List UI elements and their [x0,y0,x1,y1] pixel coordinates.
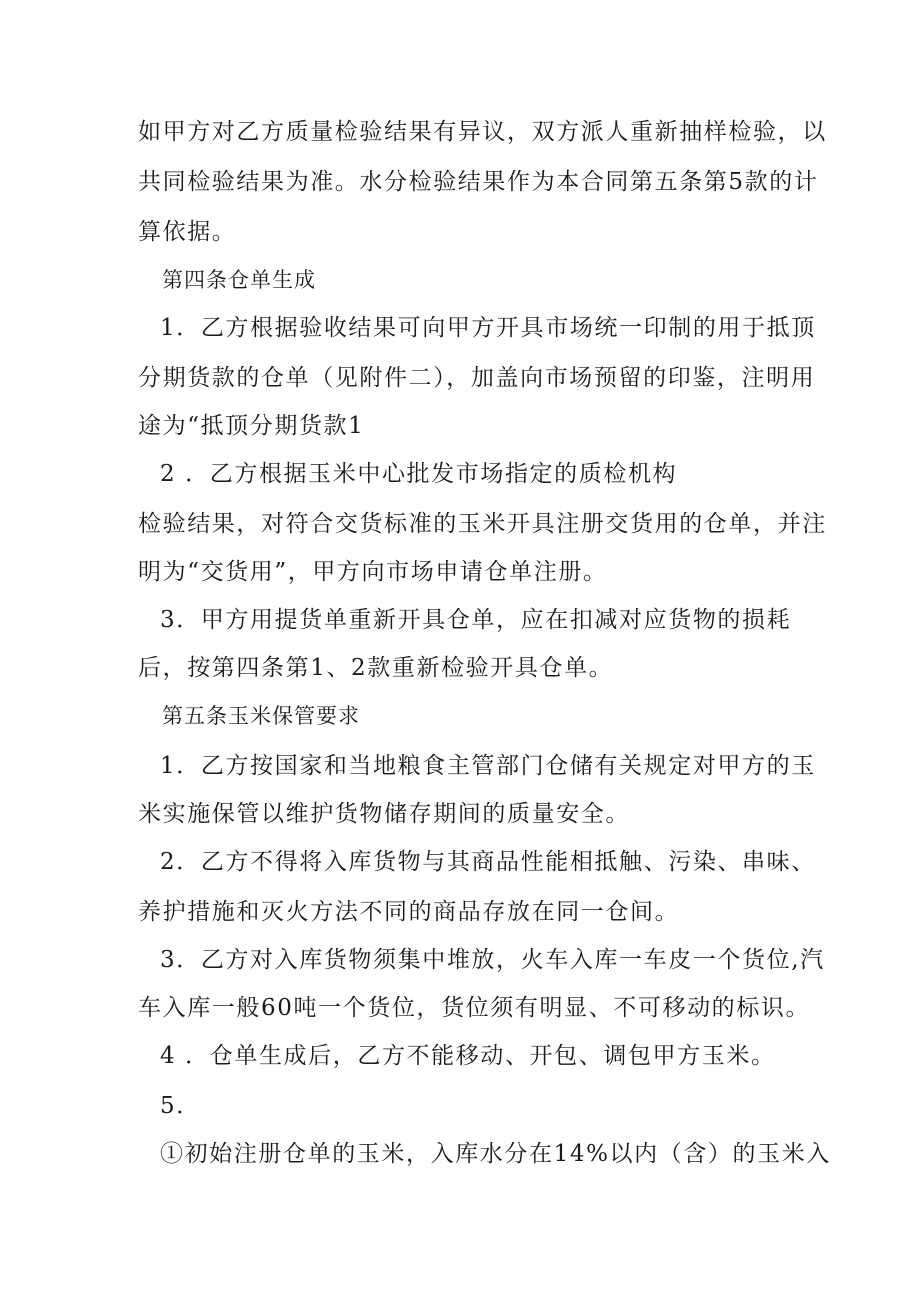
paragraph-line: 车入库一般60吨一个货位，货位须有明显、不可移动的标识。 [138,995,811,1021]
clause-5-1: 1．乙方按国家和当地粮食主管部门仓储有关规定对甲方的玉 [160,753,816,779]
paragraph-line: 检验结果，对符合交货标准的玉米开具注册交货用的仓单，并注 [138,511,827,537]
clause-5-5: 5． [160,1093,201,1119]
clause-4-2: 2 ．乙方根据玉米中心批发市场指定的质检机构 [160,461,678,487]
paragraph-line: 共同检验结果为准。水分检验结果作为本合同第五条第5款的计 [138,169,819,195]
paragraph-line: 米实施保管以维护货物储存期间的质量安全。 [138,801,630,827]
paragraph-line: 如甲方对乙方质量检验结果有异议，双方派人重新抽样检验，以 [138,119,827,145]
paragraph-line: 后，按第四条第1、2款重新检验开具仓单。 [138,655,614,681]
section-heading-5: 第五条玉米保管要求 [162,704,360,728]
clause-5-4: 4 ．仓单生成后，乙方不能移动、开包、调包甲方玉米。 [160,1043,776,1069]
clause-5-2: 2．乙方不得将入库货物与其商品性能相抵触、污染、串味、 [160,849,816,875]
section-heading-4: 第四条仓单生成 [162,268,316,292]
paragraph-line: 养护措施和灭火方法不同的商品存放在同一仓间。 [138,899,680,925]
clause-5-3: 3．乙方对入库货物须集中堆放，火车入库一车皮一个货位,汽 [160,947,825,973]
sub-clause-5-5-1: ①初始注册仓单的玉米，入库水分在14%以内（含）的玉米入 [160,1141,831,1167]
paragraph-line: 明为“交货用”，甲方向市场申请仓单注册。 [138,559,608,585]
clause-4-1: 1．乙方根据验收结果可向甲方开具市场统一印制的用于抵顶 [160,315,816,341]
paragraph-line: 途为“抵顶分期货款1 [138,413,365,439]
paragraph-line: 分期货款的仓单（见附件二），加盖向市场预留的印鉴，注明用 [138,365,816,391]
clause-4-3: 3．甲方用提货单重新开具仓单，应在扣减对应货物的损耗 [160,607,792,633]
paragraph-line: 算依据。 [138,219,237,245]
